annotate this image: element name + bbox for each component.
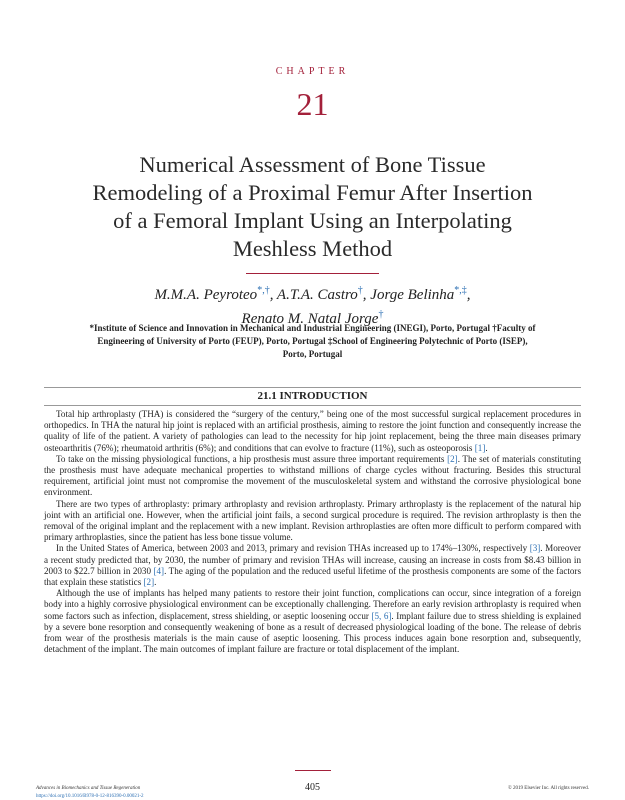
paragraph: Total hip arthroplasty (THA) is considered the “surgery of the century,” being one of the most successful surgical replacement procedures in orthopedics. In THA the natural hip joint is replaced with an artificial prosthesis, aiming to restore the joint function and consequently increase the quality of life of the patient. A variety of pathologies can lead to the necessity for hip joint replacement, being the three main diseases primary osteoarthritis (76%); rheumatoid arthritis (6%); and conditions that can evolve to fracture (11%), such as osteoporosis [1]. — [44, 409, 581, 453]
citation-link[interactable]: [5, 6] — [371, 610, 392, 621]
author-marker[interactable]: *,‡ — [454, 285, 467, 296]
title-line: of a Femoral Implant Using an Interpolating — [113, 208, 512, 233]
title-divider — [246, 273, 379, 274]
section-rule — [44, 405, 581, 406]
body-text — [44, 409, 581, 655]
author-list: M.M.A. Peyroteo*,†, A.T.A. Castro†, Jorge Belinha*,‡, Renato M. Natal Jorge† — [154, 285, 471, 327]
paragraph: There are two types of arthroplasty: primary arthroplasty and revision arthroplasty. Primary arthroplasty is the replacement of the natural hip joint with an artificial one. However, when the artificial joint fails, a second surgical procedure is required. The revision arthroplasty is then the removal of the original implant and the replacement with a new implant. Revision arthroplasties are often more difficult to perform compared with primary arthroplasties, since the patient has less bone tissue volume. — [44, 498, 581, 543]
author-marker[interactable]: † — [378, 309, 384, 320]
copyright-notice: © 2019 Elsevier Inc. All rights reserved. — [507, 786, 589, 791]
journal-name: Advances in Biomechanics and Tissue Regeneration — [36, 786, 141, 791]
title-line: Meshless Method — [232, 236, 393, 261]
author-name: Renato M. Natal Jorge — [241, 311, 379, 327]
affiliations — [40, 322, 585, 361]
doi-link[interactable]: https://doi.org/10.1016/B978-0-12-816390-0.00021-2 — [36, 794, 144, 799]
chapter-title — [40, 151, 585, 263]
author-name: A.T.A. Castro — [276, 287, 358, 303]
affiliation-line: *Institute of Science and Innovation in Mechanical and Industrial Engineering (INEGI), Porto, Portugal †Faculty of — [89, 323, 536, 333]
page-number: 405 — [305, 782, 320, 793]
citation-link[interactable]: [2] — [143, 577, 155, 588]
author-name: Jorge Belinha — [370, 287, 455, 303]
footer-rule — [295, 770, 331, 771]
paragraph: In the United States of America, between 2003 and 2013, primary and revision THAs increased up to 174%–130%, respectively [3]. Moreover a recent study predicted that, by 2030, the number of primary and revision THAs will increase, causing an increase in costs from $8.43 billion in 2003 to $22.7 billion in 2030 [4]. The aging of the population and the reduced useful lifetime of the prosthesis components are some of the factors that explain these statistics [2]. — [44, 543, 581, 588]
citation-link[interactable]: [2] — [447, 453, 458, 464]
chapter-number: 21 — [296, 86, 329, 122]
citation-link[interactable]: [3] — [529, 543, 541, 554]
section-heading: 21.1 INTRODUCTION — [257, 390, 368, 402]
citation-link[interactable]: [1] — [474, 442, 486, 453]
affiliation-line: Porto, Portugal — [282, 349, 343, 359]
citation-link[interactable]: [4] — [153, 565, 165, 576]
title-line: Remodeling of a Proximal Femur After Insertion — [92, 180, 533, 205]
affiliation-line: Engineering of University of Porto (FEUP), Porto, Portugal ‡School of Engineering Polytechnic of Porto (ISEP), — [97, 336, 528, 346]
chapter-label: CHAPTER — [275, 66, 350, 77]
author-marker[interactable]: *,† — [257, 285, 270, 296]
author-marker[interactable]: † — [357, 285, 363, 296]
section-rule — [44, 387, 581, 388]
paragraph: To take on the missing physiological functions, a hip prosthesis must assure three important requirements [2]. The set of materials constituting the prosthesis must have adequate mechanical properties to withstand millions of charge cycles without fracturing. Besides this structural requirement, artificial joint must not compromise the movement of the musculoskeletal system and withstand the corrosive physiological bone environment. — [44, 453, 582, 498]
paragraph: Although the use of implants has helped many patients to restore their joint function, complications can occur, since integration of a foreign body into a highly corrosive physiological environment can be exceptionally challenging. Therefore an early revision arthroplasty is required when some factors such as infection, displacement, stress shielding, or aseptic loosening occur [5, 6]. Implant failure due to stress shielding is explained by a severe bone resorption and consequently weakening of bone as a result of decreased physiological loading of the bone. The release of debris from wear of the prosthesis materials is the main cause of aseptic loosening. This process induces again bone resorption and, subsequently, detachment of the implant. The main outcomes of implant failure are fracture or total displacement of the implant. — [44, 588, 582, 655]
title-line: Numerical Assessment of Bone Tissue — [139, 152, 486, 177]
author-name: M.M.A. Peyroteo — [154, 287, 258, 303]
